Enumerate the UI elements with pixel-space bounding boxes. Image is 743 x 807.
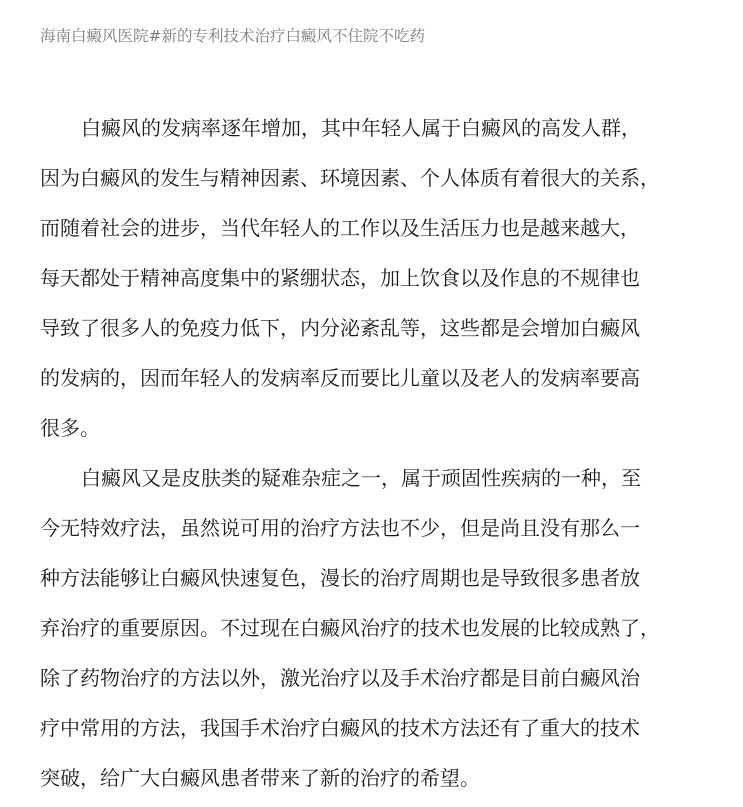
paragraph-1 [40, 103, 712, 453]
article-body [40, 103, 712, 803]
text-line: 弃治疗的重要原因。不过现在白癜风治疗的技术也发展的比较成熟了， [40, 616, 660, 640]
text-line: 除了药物治疗的方法以外，激光治疗以及手术治疗都是目前白癜风治 [40, 666, 640, 690]
text-line: 因为白癜风的发生与精神因素、环境因素、个人体质有着很大的关系， [40, 166, 660, 190]
text-line: 的发病的，因而年轻人的发病率反而要比儿童以及老人的发病率要高 [40, 366, 640, 390]
text-line: 突破，给广大白癜风患者带来了新的治疗的希望。 [40, 766, 480, 790]
text-line: 导致了很多人的免疫力低下，内分泌紊乱等，这些都是会增加白癜风 [40, 316, 640, 340]
text-line: 每天都处于精神高度集中的紧绷状态，加上饮食以及作息的不规律也 [40, 266, 640, 290]
paragraph-2 [40, 453, 712, 803]
text-line: 很多。 [40, 416, 100, 440]
text-line: 白癜风又是皮肤类的疑难杂症之一，属于顽固性疾病的一种，至 [81, 466, 641, 490]
text-line: 疗中常用的方法，我国手术治疗白癜风的技术方法还有了重大的技术 [40, 716, 640, 740]
text-line: 今无特效疗法，虽然说可用的治疗方法也不少，但是尚且没有那么一 [40, 516, 640, 540]
text-line: 白癜风的发病率逐年增加，其中年轻人属于白癜风的高发人群， [81, 116, 641, 140]
text-line: 种方法能够让白癜风快速复色，漫长的治疗周期也是导致很多患者放 [40, 566, 640, 590]
text-line: 而随着社会的进步，当代年轻人的工作以及生活压力也是越来越大， [40, 216, 640, 240]
article-title: 海南白癜风医院#新的专利技术治疗白癜风不住院不吃药 [40, 27, 425, 45]
